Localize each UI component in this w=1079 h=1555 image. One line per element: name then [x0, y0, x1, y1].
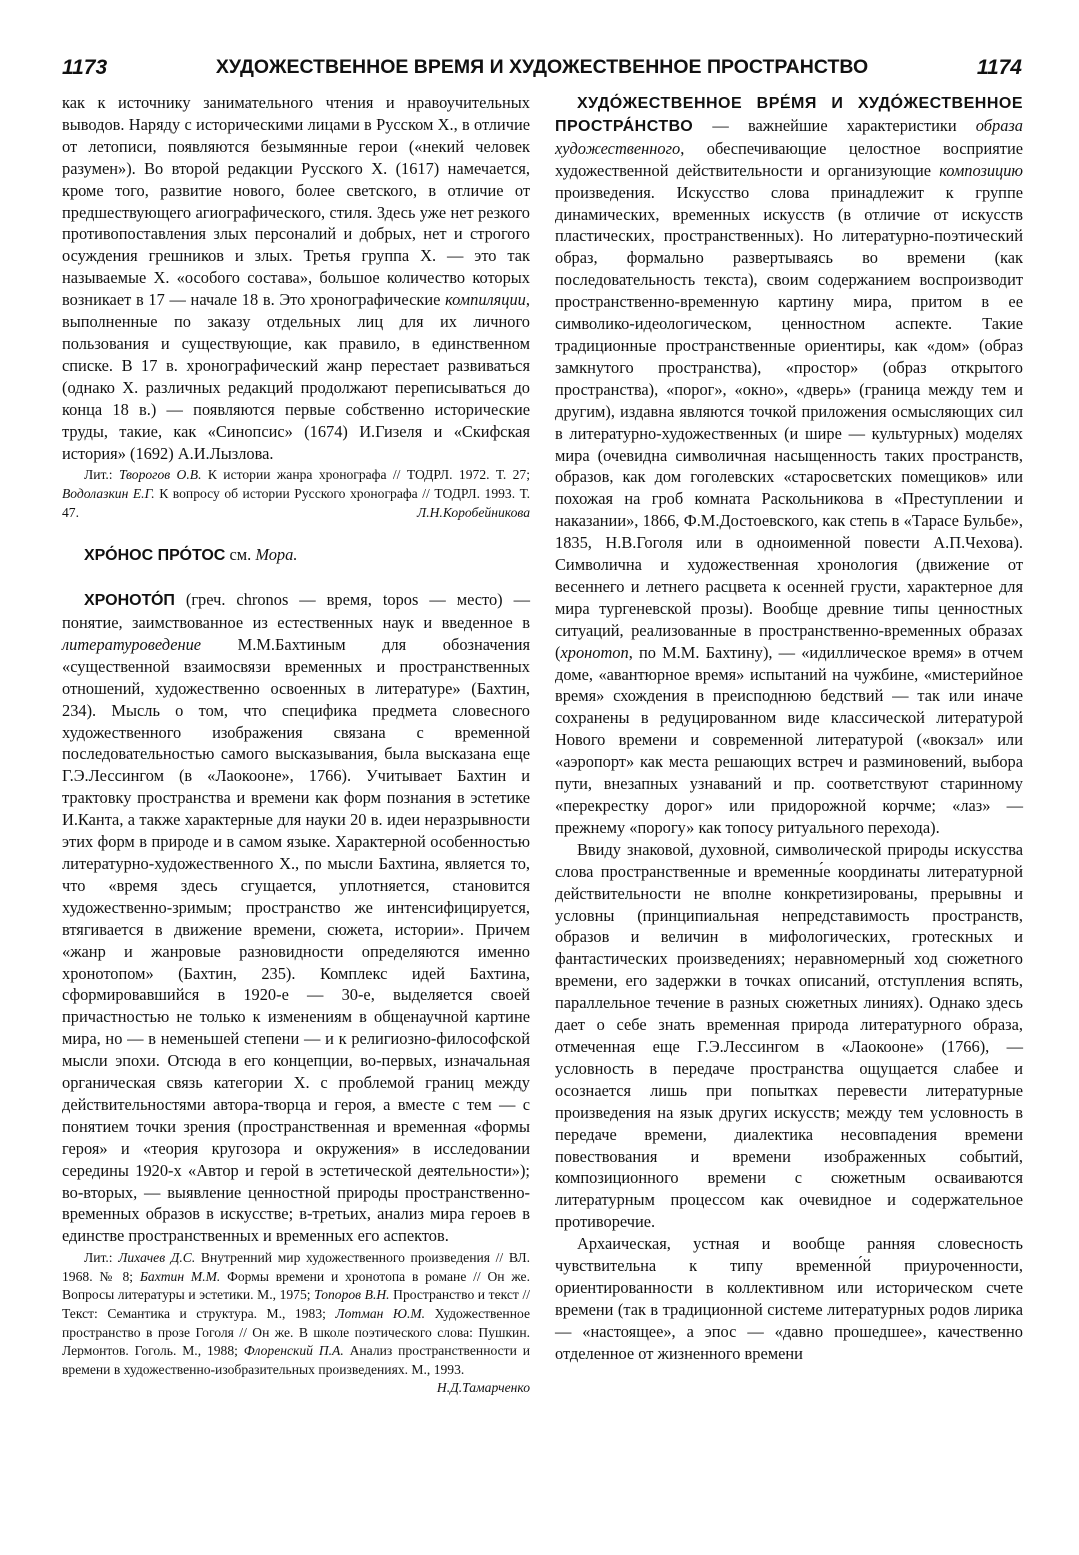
link-kompilyatsii[interactable]: компиляции — [445, 290, 526, 310]
literature-list-1: Лит.: Творогов О.В. К истории жанра хронографа // ТОДРЛ. 1972. Т. 27; Водолазкин Е.Г. К вопросу об истории Русского хронографа // ТОДРЛ. 1993. Т. 47. Л.Н.Коробейникова — [62, 466, 530, 522]
running-title: ХУДОЖЕСТВЕННОЕ ВРЕМЯ И ХУДОЖЕСТВЕННОЕ ПРОСТРАНСТВО — [215, 56, 869, 78]
left-column — [62, 92, 530, 1398]
entry-heading: ХРОНОТО́П — [84, 592, 175, 610]
link-literaturovedenie[interactable]: литературоведение — [62, 634, 202, 654]
entry-time-space: ХУДО́ЖЕСТВЕННОЕ ВРЕ́МЯ И ХУДО́ЖЕСТВЕННОЕ ПРОСТРА́НСТВО — важнейшие характеристики образа художественного, обеспечивающие целостное восприятие художественной действительности и организующие композицию произведения. Искусство слова принадлежит к группе динамических, временных искусств (в отличие от искусств пластических, пространственных). Но литературно-поэтический образ, формально развертываясь во времени (как последовательность текста), своим содержанием воспроизводит пространственно-временную картину мира, притом в ее символико-идеологическом, ценностном аспекте. Такие традиционные пространственные ориентиры, как «дом» (образ замкнутого пространства), «простор» (образ открытого пространства), «порог», «окно», «дверь» (граница между тем и другим), издавна являются точкой приложения осмысляющих сил в литературно-художественных (и шире — культурных) моделях мира (очевидна символичная насыщенность таких пространств, образов, как дом гоголевских «старосветских помещиков» или похожая на гроб комната Раскольникова в «Преступлении и наказании», 1866, Ф.М.Достоевского, как степь в «Тарасе Бульбе», 1835, Н.В.Гоголя или в одноименной повести А.П.Чехова). Символична и художественная хронология (движение от весеннего и летнего расцвета к осенней грусти, характерное для мира тургеневской прозы). Вообще древние типы ценностных ситуаций, реализованные в пространственно-временных образах (хронотоп, по М.М. Бахтину), — «идиллическое время» в отчем доме, «авантюрное время» испытаний на чужбине, «мистерийное время» схождения в преисподнюю бедствий — так или иначе сохранены в редуцированном виде классической литературой Нового времени и современной литературой («вокзал» или «аэропорт» как места решающих встреч и разминовений, выбора пути, внезапных узнаваний и пр. соответствуют старинному «перекрестку дорог» или придорожной корчме; «лаз» — прежнему «порогу» как топосу ритуального перехода). — [555, 95, 1023, 837]
page-number-left: 1173 — [62, 56, 108, 79]
entry-chronotop: ХРОНОТО́П (греч. chronos — время, topos — место) — понятие, заимствованное из естественных наук и введенное в литературоведение М.М.Бахтиным для обозначения «существенной взаимосвязи временных и пространственных отношений, художественно освоенных в литературе» (Бахтин, 234). Мысль о том, что специфика предмета словесного художественного изображения связана с временной последовательностью самого высказывания, была высказана еще Г.Э.Лессингом (в «Лаокооне», 1766). Учитывает Бахтин и трактовку пространства и времени как форм познания в эстетике И.Канта, а также характерные для науки 20 в. идеи неразрывности этих форм в природе и в самом языке. Характерной особенностью литературно-художественного Х., по мысли Бахтина, является то, что «время здесь сгущается, уплотняется, становится художественно-зримым; пространство же интенсифицируется, втягивается в движение времени, сюжета, истории». Причем «жанр и жанровые разновидности определяются именно хронотопом» (Бахтин, 235). Комплекс идей Бахтина, сформировавшийся в 1920-е — 30-е, выделяется своей причастностью не только к изменениям в общенаучной картине мира, но — в неменьшей степени — и к религиозно-философской мысли эпохи. Отсюда в его концепции, во-первых, изначальная органическая связь категории Х. с проблемой границ между действительностями автора-творца и героя, а вместе с тем — с понятием точки зрения (пространственная и временная «формы героя» и «теория кругозора и окружения» в исследовании середины 1920-х «Автор и герой в эстетической деятельности»); во-вторых, — выявление ценностной природы пространственно-временных образов в искусстве; в-третьих, анализ мира героев в единстве пространственных и временных его аспектов. — [62, 590, 530, 1246]
paragraph: Ввиду знаковой, духовной, символической природы искусства слова пространственные и временны́е координаты литературной действительности не вполне конкретизированы, прерывны и условны (принципиальная непредставимость пространств, образов и величин в мифологических, гротескных и фантастических произведениях; неравномерный ход сюжетного времени, его задержки в точках описаний, отступления вспять, параллельное течение в разных сюжетных линиях). Однако здесь дает о себе знать временная природа литературного образа, отмеченная еще Г.Э.Лессингом в «Лаокооне» (1766), — условность в передаче пространства ощущается слабее и осознается лишь при попытках перевести литературные произведения на язык других искусств; между тем условность в передаче времени, диалектика несовпадения времени повествования и времени изображенных событий, композиционного времени с сюжетным осваиваются литературным процессом как очевидное и содержательное противоречие. — [555, 839, 1023, 1232]
article-author: Н.Д.Тамарченко — [436, 1380, 530, 1396]
entry-heading: ХРО́НОС ПРО́ТОС — [84, 547, 226, 565]
entry-heading: ХУДО́ЖЕСТВЕННОЕ ВРЕ́МЯ И ХУДО́ЖЕСТВЕННОЕ ПРОСТРА́НСТВО — [555, 95, 1023, 135]
link-khronotop[interactable]: хронотоп — [560, 642, 629, 662]
article-author: Л.Н.Коробейникова — [417, 504, 530, 520]
paragraph-chronograph-end: как к источнику занимательного чтения и нравоучительных выводов. Наряду с историческими лицами в Русском Х., в отличие от летописи, появляются безымянные герои («некий человек разумен»). Во второй редакции Русского Х. (1617) намечается, кроме того, развитие нового, более светского, в отличие от предшествующего агиографического, стиля. Здесь уже нет резкого противопоставления злых персоналий и добрых, нет и строгого осуждения грешников и злых. Третья группа Х. — это так называемые Х. «особого состава», большое количество которых возникает в 17 — начале 18 в. Это хронографические компиляции, выполненные по заказу отдельных лиц для их личного пользования и существующие, как правило, в единственном списке. В 17 в. хронографический жанр перестает развиваться (однако Х. различных редакций продолжают переписываться до конца 18 в.) — появляются первые собственно исторические труды, такие, как «Синопсис» (1674) И.Гизеля и «Скифская история» (1692) А.И.Лызлова. — [62, 93, 530, 463]
right-column — [555, 92, 1023, 1365]
page-number-right: 1174 — [976, 56, 1022, 79]
paragraph: Архаическая, устная и вообще ранняя словесность чувствительна к типу временно́й приуроченности, ориентированности в коллективном или историческом счете времени (так в традиционной системе литературных родов лирика — «настоящее», а эпос — «давно прошедшее», качественно отделенное от жизненного времени — [555, 1234, 1023, 1363]
literature-list-2: Лит.: Лихачев Д.С. Внутренний мир художественного произведения // ВЛ. 1968. № 8; Бахтин М.М. Формы времени и хронотопа в романе // Он же. Вопросы литературы и эстетики. М., 1975; Топоров В.Н. Пространство и текст // Текст: Семантика и структура. М., 1983; Лотман Ю.М. Художественное пространство в прозе Гоголя // Он же. В школе поэтического слова: Пушкин. Лермонтов. Гоголь. М., 1988; Флоренский П.А. Анализ пространственности и времени в художественно-изобразительных произведениях. М., 1993. Н.Д.Тамарченко — [62, 1249, 530, 1379]
link-obraz[interactable]: образа художественного — [555, 115, 1023, 158]
entry-chronos-protos: ХРО́НОС ПРО́ТОС см. Мора. — [84, 545, 298, 565]
running-header — [62, 56, 1022, 88]
link-mora[interactable]: Мора. — [255, 545, 298, 565]
link-kompozitsiya[interactable]: композицию — [939, 160, 1023, 180]
